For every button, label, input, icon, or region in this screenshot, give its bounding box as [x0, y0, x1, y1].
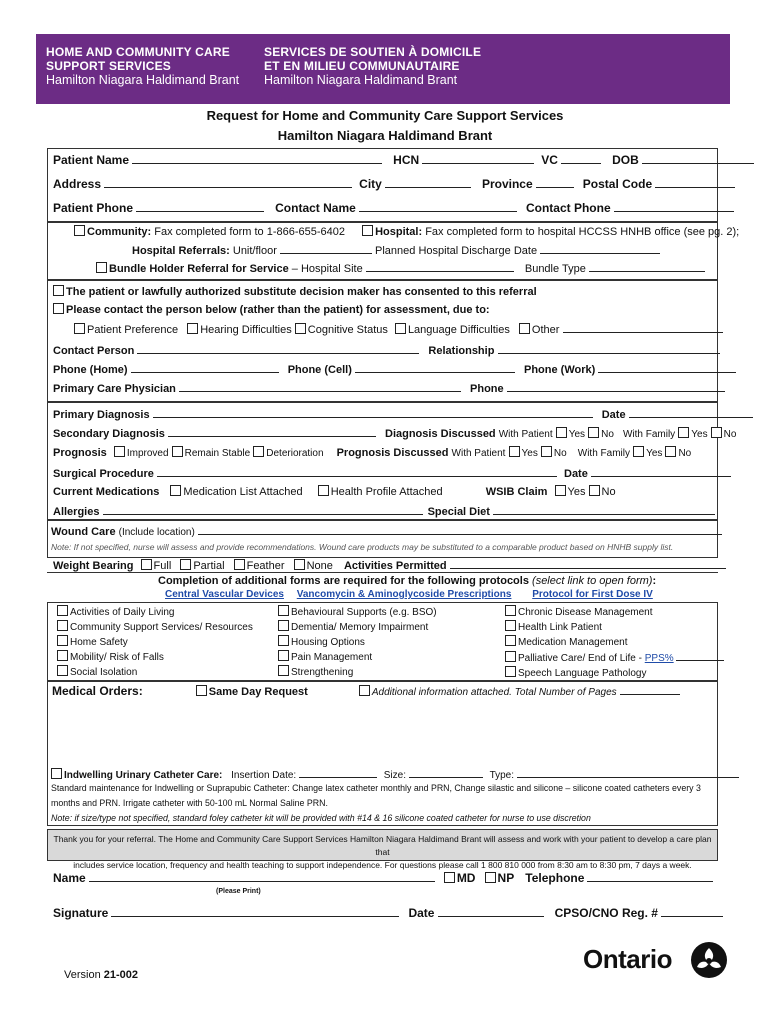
hcn-label: HCN: [393, 153, 420, 167]
chronic-disease-label: Chronic Disease Management: [518, 607, 653, 618]
md-checkbox[interactable]: [444, 872, 455, 883]
phone-work-label: Phone (Work): [523, 364, 596, 376]
deterioration-checkbox[interactable]: [253, 446, 264, 457]
wound-label: Wound Care: [51, 526, 116, 538]
header-english: [46, 45, 239, 87]
bundle-site-field[interactable]: [366, 261, 514, 272]
pcp-field[interactable]: [179, 381, 461, 392]
full-checkbox[interactable]: [141, 559, 152, 570]
pps-field[interactable]: [676, 650, 724, 661]
px-patient-yes-checkbox[interactable]: [509, 446, 520, 457]
dx-with-family-label: With Family: [622, 429, 676, 440]
px-with-patient-label: With Patient: [451, 448, 506, 459]
consent-text: The patient or lawfully authorized substitute decision maker has consented to this referral: [66, 286, 537, 298]
surgical-field[interactable]: [157, 466, 557, 477]
cognitive-checkbox[interactable]: [295, 323, 306, 334]
px-family-yes-checkbox[interactable]: [633, 446, 644, 457]
adl-checkbox[interactable]: [57, 605, 68, 616]
np-label: NP: [497, 871, 515, 885]
catheter-checkbox[interactable]: [51, 768, 62, 779]
discharge-label: Planned Hospital Discharge Date: [375, 245, 538, 257]
contact-name-field[interactable]: [359, 201, 517, 212]
health-link-checkbox[interactable]: [505, 620, 516, 631]
vancomycin-link[interactable]: Vancomycin & Aminoglycoside Prescriptions: [296, 589, 512, 600]
full-label: Full: [153, 560, 172, 572]
surgical-label: Surgical Procedure: [53, 468, 154, 480]
prognosis-discussed-label: Prognosis Discussed: [336, 447, 449, 459]
pcp-phone-label: Phone: [470, 383, 504, 395]
reg-field[interactable]: [661, 906, 723, 917]
surgical-date-field[interactable]: [591, 466, 731, 477]
cognitive-label: Cognitive Status: [307, 324, 388, 336]
pps-link[interactable]: PPS%: [644, 653, 674, 664]
wound-sub-label: (Include location): [118, 527, 195, 538]
thank-you-line2: includes service location, frequency and health teaching to support independence. For questions please call 1 800 810 000 from 8:30 am to 8:30 pm, 7 days a week.: [73, 860, 692, 870]
hospital-referrals-label: Hospital Referrals:: [132, 245, 230, 257]
catheter-label: Indwelling Urinary Catheter Care:: [64, 770, 223, 781]
contact-other-checkbox[interactable]: [53, 303, 64, 314]
pain-checkbox[interactable]: [278, 650, 289, 661]
header-en-line2: SUPPORT SERVICES: [46, 59, 172, 73]
deterioration-label: Deterioration: [266, 448, 324, 459]
signer-telephone-label: Telephone: [525, 871, 585, 885]
contact-person-field[interactable]: [137, 343, 419, 354]
primary-diagnosis-label: Primary Diagnosis: [53, 409, 150, 421]
dob-label: DOB: [612, 153, 639, 167]
px-family-no-label: No: [678, 448, 692, 459]
none-checkbox[interactable]: [294, 559, 305, 570]
px-patient-no-checkbox[interactable]: [541, 446, 552, 457]
header-en-line1: HOME AND COMMUNITY CARE: [46, 45, 230, 59]
chronic-disease-checkbox[interactable]: [505, 605, 516, 616]
consent-checkbox[interactable]: [53, 285, 64, 296]
other-field[interactable]: [563, 322, 723, 333]
community-support-label: Community Support Services/ Resources: [70, 622, 253, 633]
px-patient-yes-label: Yes: [521, 448, 538, 459]
adl-label: Activities of Daily Living: [70, 607, 175, 618]
community-checkbox[interactable]: [74, 225, 85, 236]
postal-label: Postal Code: [582, 177, 653, 191]
language-label: Language Difficulties: [407, 324, 510, 336]
catheter-text-1: Standard maintenance for Indwelling or Suprapubic Catheter: Change latex catheter monthly and PRN, Change silastic and silicone – silicone coated catheters every 3: [51, 783, 701, 793]
wsib-no-label: No: [601, 486, 616, 498]
dementia-checkbox[interactable]: [278, 620, 289, 631]
medications-label: Current Medications: [53, 486, 160, 498]
dx-patient-yes-checkbox[interactable]: [556, 427, 567, 438]
hearing-label: Hearing Difficulties: [200, 324, 292, 336]
medical-orders-label: Medical Orders:: [52, 684, 143, 698]
behavioural-label: Behavioural Supports (e.g. BSO): [291, 607, 437, 618]
none-label: None: [306, 560, 333, 572]
thank-you-note: [47, 829, 718, 870]
pcp-label: Primary Care Physician: [53, 383, 176, 395]
phone-home-label: Phone (Home): [53, 364, 128, 376]
hearing-checkbox[interactable]: [187, 323, 198, 334]
hcn-field[interactable]: [422, 153, 534, 164]
dx-patient-no-label: No: [601, 429, 614, 440]
wsib-yes-checkbox[interactable]: [555, 485, 566, 496]
protocols-col2: [278, 605, 437, 680]
central-vascular-link[interactable]: Central Vascular Devices: [165, 589, 284, 600]
stable-checkbox[interactable]: [172, 446, 183, 457]
protocols-heading-colon: :: [652, 575, 657, 587]
patient-name-label: Patient Name: [53, 153, 130, 167]
feather-label: Feather: [246, 560, 285, 572]
diagnosis-date-label: Date: [601, 409, 626, 421]
wound-field[interactable]: [198, 524, 722, 535]
px-family-no-checkbox[interactable]: [665, 446, 676, 457]
bundle-site-label: – Hospital Site: [291, 263, 363, 275]
community-text: Fax completed form to 1-866-655-6402: [154, 226, 346, 238]
bundle-type-field[interactable]: [589, 261, 705, 272]
dx-family-yes-label: Yes: [691, 429, 708, 440]
housing-label: Housing Options: [291, 637, 365, 648]
strengthening-checkbox[interactable]: [278, 665, 289, 676]
home-safety-label: Home Safety: [70, 637, 128, 648]
dx-family-no-checkbox[interactable]: [711, 427, 722, 438]
contact-phone-label: Contact Phone: [525, 201, 611, 215]
hospital-label: Hospital:: [375, 226, 423, 238]
header-fr-line3: Hamilton Niagara Haldimand Brant: [264, 73, 458, 87]
header-french: [264, 45, 481, 87]
reg-label: CPSO/CNO Reg. #: [554, 906, 658, 920]
stable-label: Remain Stable: [184, 448, 251, 459]
form-subtitle: Hamilton Niagara Haldimand Brant: [277, 128, 493, 143]
mobility-checkbox[interactable]: [57, 650, 68, 661]
insertion-field[interactable]: [299, 767, 377, 778]
ontario-logo-text: Ontario: [583, 944, 672, 974]
improved-label: Improved: [126, 448, 169, 459]
header-en-line3: Hamilton Niagara Haldimand Brant: [46, 73, 240, 87]
activities-field[interactable]: [450, 558, 726, 569]
home-safety-checkbox[interactable]: [57, 635, 68, 646]
community-label: Community:: [87, 226, 152, 238]
pcp-phone-field[interactable]: [507, 381, 725, 392]
vc-field[interactable]: [561, 153, 601, 164]
trillium-icon: [690, 941, 728, 979]
wsib-label: WSIB Claim: [485, 486, 548, 498]
type-label: Type:: [489, 770, 515, 781]
dx-family-yes-checkbox[interactable]: [678, 427, 689, 438]
mobility-label: Mobility/ Risk of Falls: [70, 652, 164, 663]
community-support-checkbox[interactable]: [57, 620, 68, 631]
contact-other-text: Please contact the person below (rather than the patient) for assessment, due to:: [66, 304, 490, 316]
relationship-label: Relationship: [428, 345, 495, 357]
discharge-field[interactable]: [540, 243, 660, 254]
contact-phone-field[interactable]: [614, 201, 734, 212]
additional-info-label: Additional information attached. Total Number of Pages: [371, 687, 617, 698]
social-isolation-label: Social Isolation: [70, 667, 138, 678]
health-profile-label: Health Profile Attached: [330, 486, 443, 498]
contact-person-label: Contact Person: [53, 345, 135, 357]
version-label: Version: [64, 969, 104, 981]
thank-you-line1: Thank you for your referral. The Home and Community Care Support Services Hamilton Niagara Haldimand Brant will assess and work with your patient to develop a care plan that: [53, 834, 712, 857]
hospital-checkbox[interactable]: [362, 225, 373, 236]
sign-date-label: Date: [408, 906, 435, 920]
version-number: 21-002: [103, 969, 139, 981]
address-field[interactable]: [104, 177, 352, 188]
pain-label: Pain Management: [291, 652, 373, 663]
signature-field[interactable]: [111, 906, 399, 917]
form-title: Request for Home and Community Care Support Services: [206, 108, 564, 123]
signer-telephone-field[interactable]: [587, 871, 713, 882]
allergies-field[interactable]: [103, 504, 423, 515]
health-link-label: Health Link Patient: [518, 622, 602, 633]
same-day-checkbox[interactable]: [196, 685, 207, 696]
wsib-no-checkbox[interactable]: [589, 485, 600, 496]
strengthening-label: Strengthening: [291, 667, 354, 678]
province-field[interactable]: [536, 177, 574, 188]
palliative-label: Palliative Care/ End of Life -: [518, 653, 645, 664]
med-list-label: Medication List Attached: [183, 486, 303, 498]
size-label: Size:: [383, 770, 406, 781]
patient-phone-field[interactable]: [136, 201, 264, 212]
unit-field[interactable]: [280, 243, 372, 254]
med-list-checkbox[interactable]: [170, 485, 181, 496]
size-field[interactable]: [409, 767, 483, 778]
signer-name-field[interactable]: [89, 871, 435, 882]
dx-family-no-label: No: [723, 429, 737, 440]
medication-mgmt-checkbox[interactable]: [505, 635, 516, 646]
diagnosis-date-field[interactable]: [629, 407, 753, 418]
dx-patient-yes-label: Yes: [568, 429, 586, 440]
px-family-yes-label: Yes: [646, 448, 663, 459]
special-diet-label: Special Diet: [427, 506, 490, 518]
palliative-checkbox[interactable]: [505, 651, 516, 662]
phone-work-field[interactable]: [598, 362, 736, 373]
medication-mgmt-label: Medication Management: [518, 637, 628, 648]
catheter-text-2: months and PRN. Irrigate catheter with 50-100 mL Normal Saline PRN.: [51, 798, 328, 808]
primary-diagnosis-field[interactable]: [153, 407, 593, 418]
signer-name-label: Name: [53, 871, 86, 885]
same-day-label: Same Day Request: [208, 686, 308, 698]
special-diet-field[interactable]: [493, 504, 715, 515]
protocols-heading-note: (select link to open form): [532, 575, 653, 587]
px-with-family-label: With Family: [577, 448, 630, 459]
protocols-col3: [505, 605, 724, 681]
city-label: City: [359, 177, 382, 191]
city-field[interactable]: [385, 177, 471, 188]
bundle-label: Bundle Holder Referral for Service: [109, 263, 289, 275]
province-label: Province: [481, 177, 533, 191]
partial-checkbox[interactable]: [180, 559, 191, 570]
weight-bearing-label: Weight Bearing: [53, 560, 134, 572]
patient-preference-checkbox[interactable]: [74, 323, 85, 334]
secondary-diagnosis-field[interactable]: [168, 426, 376, 437]
allergies-label: Allergies: [53, 506, 100, 518]
prognosis-label: Prognosis: [53, 447, 107, 459]
px-patient-no-label: No: [553, 448, 567, 459]
unit-label: Unit/floor: [232, 245, 277, 257]
secondary-diagnosis-label: Secondary Diagnosis: [53, 428, 165, 440]
phone-cell-label: Phone (Cell): [287, 364, 352, 376]
np-checkbox[interactable]: [485, 872, 496, 883]
dob-field[interactable]: [642, 153, 754, 164]
header-fr-line1: SERVICES DE SOUTIEN À DOMICILE: [264, 45, 482, 59]
feather-checkbox[interactable]: [234, 559, 245, 570]
language-checkbox[interactable]: [395, 323, 406, 334]
wound-note: Note: If not specified, nurse will assess and provide recommendations. Wound care products may be substituted to a comparable product based on HNHB supply list.: [51, 542, 674, 552]
improved-checkbox[interactable]: [114, 446, 125, 457]
housing-checkbox[interactable]: [278, 635, 289, 646]
protocols-heading: Completion of additional forms are required for the following protocols: [158, 575, 529, 587]
signature-label: Signature: [53, 906, 109, 920]
patient-name-field[interactable]: [132, 153, 382, 164]
protocols-col1: [57, 605, 253, 680]
behavioural-checkbox[interactable]: [278, 605, 289, 616]
vc-label: VC: [541, 153, 558, 167]
patient-phone-label: Patient Phone: [53, 201, 134, 215]
please-print-note: (Please Print): [216, 888, 261, 895]
activities-label: Activities Permitted: [343, 560, 447, 572]
speech-label: Speech Language Pathology: [518, 668, 647, 679]
pages-field[interactable]: [620, 684, 680, 695]
wsib-yes-label: Yes: [567, 486, 586, 498]
health-profile-checkbox[interactable]: [318, 485, 329, 496]
sign-date-field[interactable]: [438, 906, 544, 917]
additional-info-checkbox[interactable]: [359, 685, 370, 696]
phone-cell-field[interactable]: [355, 362, 515, 373]
hospital-text: Fax completed form to hospital HCCSS HNHB office (see pg. 2);: [425, 226, 740, 238]
relationship-field[interactable]: [498, 343, 720, 354]
address-label: Address: [53, 177, 102, 191]
surgical-date-label: Date: [564, 468, 588, 480]
first-dose-iv-link[interactable]: Protocol for First Dose IV: [532, 589, 653, 600]
contact-name-label: Contact Name: [275, 201, 356, 215]
phone-home-field[interactable]: [131, 362, 279, 373]
diagnosis-discussed-label: Diagnosis Discussed: [385, 428, 496, 440]
bundle-checkbox[interactable]: [96, 262, 107, 273]
header-fr-line2: ET EN MILIEU COMMUNAUTAIRE: [264, 59, 460, 73]
header-banner: [36, 34, 730, 104]
catheter-note: Note: if size/type not specified, standard foley catheter kit will be provided with #14 & 16 silicone coated catheter for nurse to use discretion: [51, 813, 591, 823]
partial-label: Partial: [193, 560, 225, 572]
dementia-label: Dementia/ Memory Impairment: [291, 622, 429, 633]
patient-preference-label: Patient Preference: [87, 324, 179, 336]
dx-patient-no-checkbox[interactable]: [588, 427, 599, 438]
type-field[interactable]: [517, 767, 739, 778]
bundle-type-label: Bundle Type: [524, 263, 586, 275]
md-label: MD: [456, 871, 476, 885]
other-label: Other: [531, 324, 560, 336]
postal-field[interactable]: [655, 177, 735, 188]
dx-with-patient-label: With Patient: [498, 429, 553, 440]
social-isolation-checkbox[interactable]: [57, 665, 68, 676]
other-checkbox[interactable]: [519, 323, 530, 334]
speech-checkbox[interactable]: [505, 666, 516, 677]
insertion-label: Insertion Date:: [231, 770, 297, 781]
